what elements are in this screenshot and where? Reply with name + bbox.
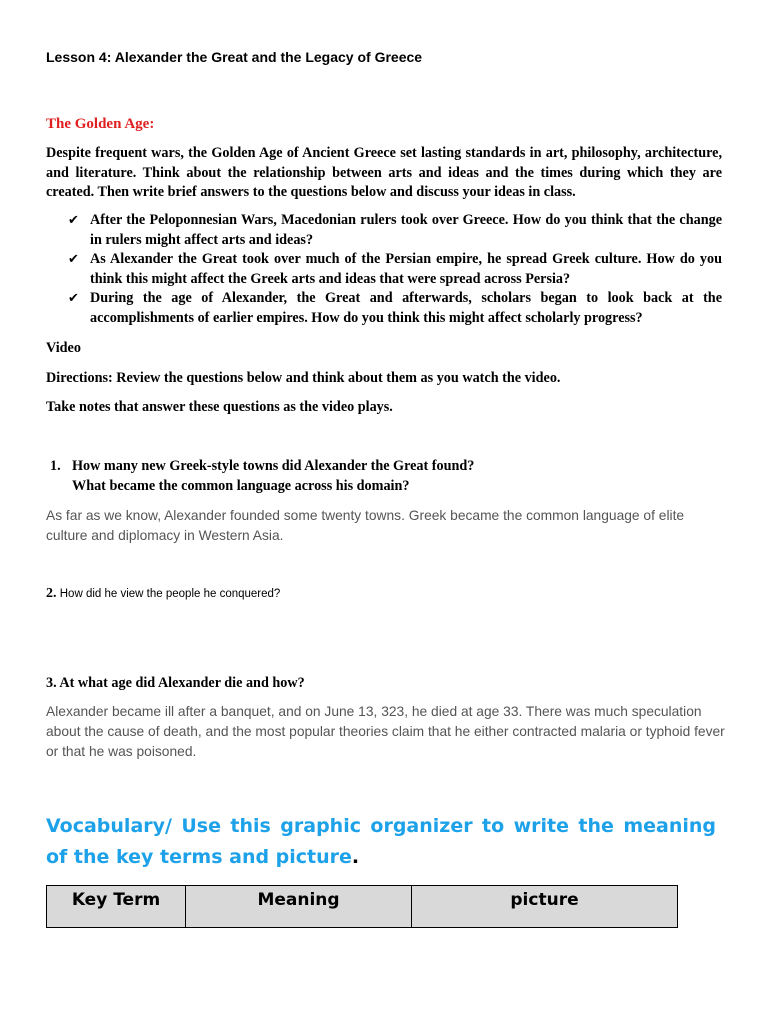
bullet-text: During the age of Alexander, the Great and afterwards, scholars began to look back at the accomplishments of earlier empires. How do you think this might affect scholarly progress? bbox=[90, 290, 722, 326]
question-bullet-list bbox=[68, 211, 722, 328]
question-1 bbox=[46, 456, 474, 496]
intro-paragraph: Despite frequent wars, the Golden Age of Ancient Greece set lasting standards in art, philosophy, architecture, and literature. Think about the relationship between arts and ideas and the times during which they are created. Then write brief answers to the questions below and discuss your ideas in class. bbox=[46, 145, 722, 200]
question-1-line-1: How many new Greek-style towns did Alexander the Great found? bbox=[72, 458, 475, 474]
video-label: Video bbox=[46, 340, 81, 356]
bullet-item bbox=[68, 250, 722, 289]
vocabulary-instruction-text: Vocabulary/ Use this graphic organizer to write the meaning of the key terms and picture bbox=[46, 815, 716, 868]
question-2-number: 2. bbox=[46, 586, 57, 601]
bullet-text: As Alexander the Great took over much of the Persian empire, he spread Greek culture. How do you think this might affect the Greek arts and ideas that were spread across Persia? bbox=[90, 251, 722, 287]
column-header-meaning: Meaning bbox=[186, 886, 412, 928]
checkmark-icon: ✔ bbox=[68, 252, 79, 267]
question-3: 3. At what age did Alexander die and how? bbox=[46, 675, 305, 691]
answer-3: Alexander became ill after a banquet, and on June 13, 323, he died at age 33. There was much speculation about the cause of death, and the most popular theories claim that he either contracted malaria or typhoid fever or that he was poisoned. bbox=[46, 704, 725, 759]
vocabulary-period: . bbox=[351, 846, 360, 868]
bullet-item bbox=[68, 289, 722, 328]
section-heading: The Golden Age: bbox=[46, 116, 155, 132]
checkmark-icon: ✔ bbox=[68, 291, 79, 306]
question-2-text: How did he view the people he conquered? bbox=[59, 588, 281, 600]
question-1-line-2: What became the common language across his domain? bbox=[72, 478, 410, 494]
question-2 bbox=[46, 585, 280, 602]
directions-text: Directions: Review the questions below and think about them as you watch the video. bbox=[46, 370, 561, 386]
question-1-number: 1. bbox=[50, 458, 61, 474]
vocabulary-instruction bbox=[46, 811, 716, 873]
column-header-key-term: Key Term bbox=[47, 886, 186, 928]
vocabulary-table bbox=[46, 885, 678, 928]
checkmark-icon: ✔ bbox=[68, 213, 79, 228]
answer-1: As far as we know, Alexander founded some twenty towns. Greek became the common language of elite culture and diplomacy in Western Asia. bbox=[46, 508, 685, 543]
bullet-item bbox=[68, 211, 722, 250]
notes-instruction: Take notes that answer these questions as the video plays. bbox=[46, 399, 393, 415]
column-header-picture: picture bbox=[412, 886, 678, 928]
bullet-text: After the Peloponnesian Wars, Macedonian rulers took over Greece. How do you think that the change in rulers might affect arts and ideas? bbox=[90, 212, 722, 248]
lesson-title: Lesson 4: Alexander the Great and the Legacy of Greece bbox=[46, 49, 423, 65]
table-header-row bbox=[47, 886, 678, 928]
